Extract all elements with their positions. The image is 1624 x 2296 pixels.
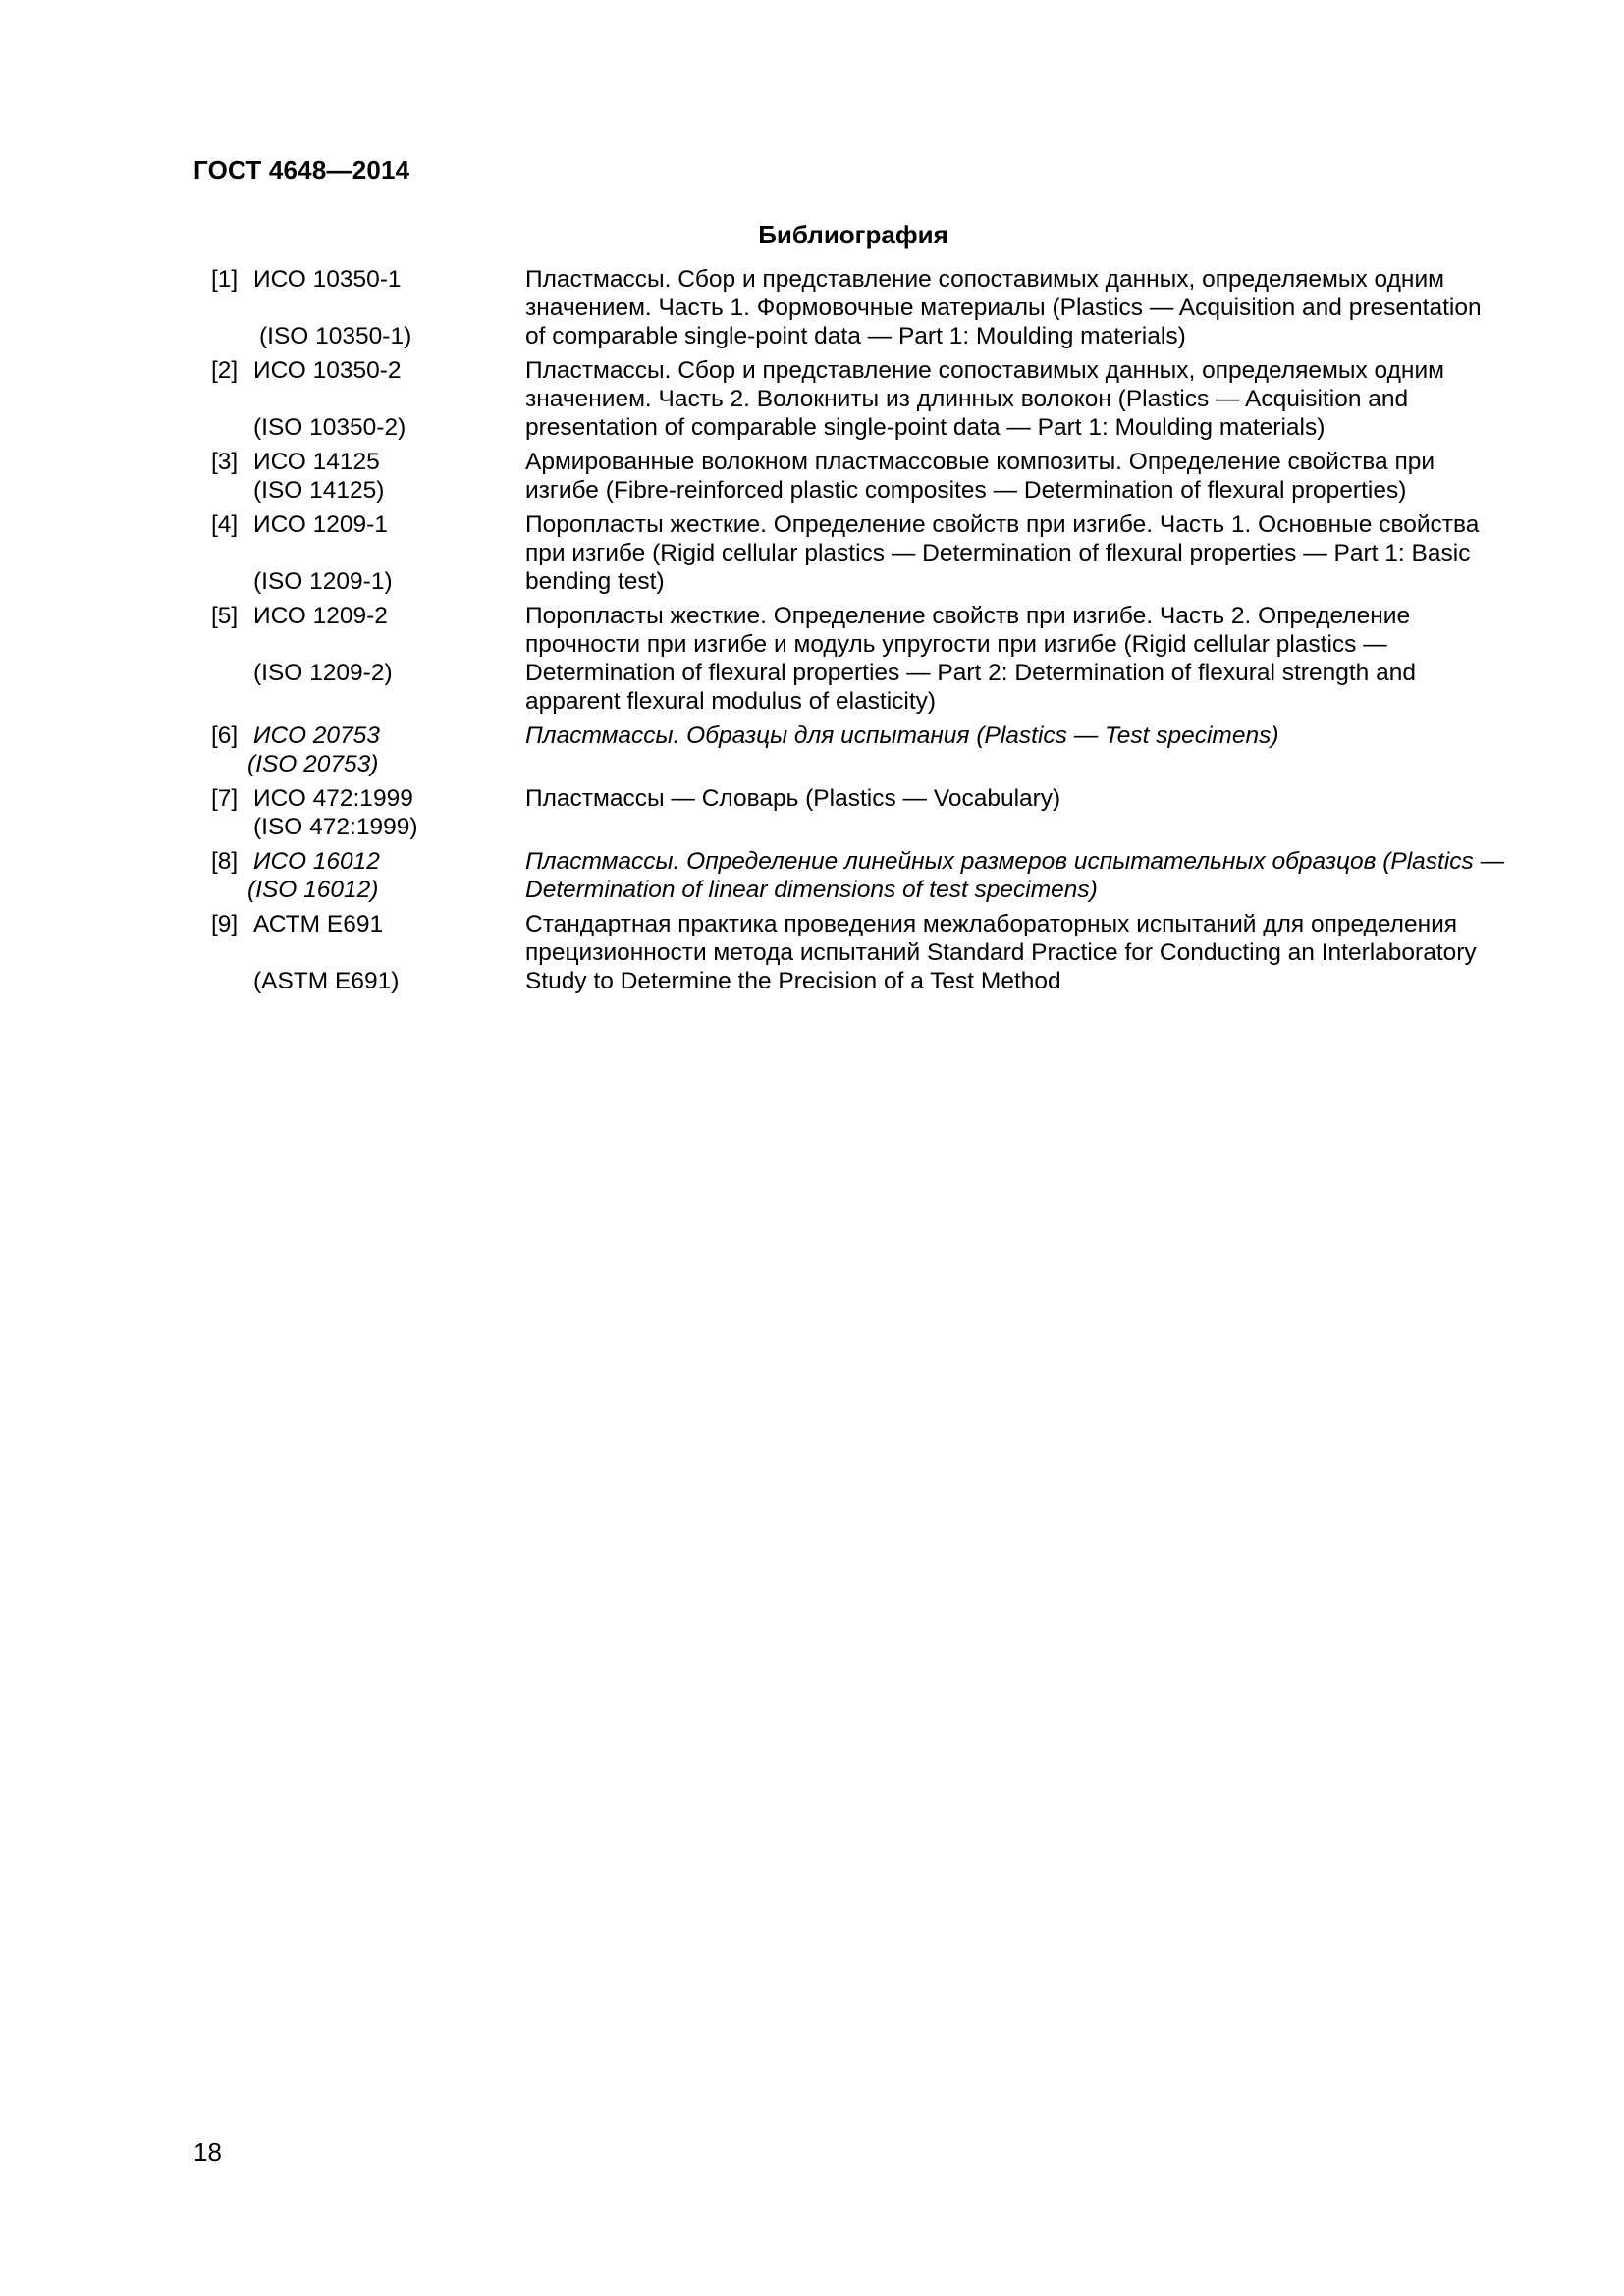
- entry-id-ru: ИСО 10350-1: [253, 266, 402, 293]
- entry-id-en: (ISO 10350-2): [253, 414, 406, 441]
- entry-id-en: (ISO 1209-1): [253, 568, 393, 595]
- bibliography-entry: [211, 784, 1507, 841]
- entry-number: [2]: [211, 357, 239, 384]
- bibliography-entry: [211, 721, 1507, 778]
- page-number: 18: [193, 2137, 222, 2166]
- entry-identifiers: [253, 265, 525, 350]
- entry-identifiers: [253, 510, 525, 596]
- entry-text: Пластмассы. Определение линейных размеров испытательных образцов (Plastics — Determination of linear dimensions of test specimens): [525, 848, 1505, 903]
- entry-id-ru: ИСО 16012: [253, 848, 380, 875]
- entry-number: [1]: [211, 266, 239, 293]
- entry-id-en: (ISO 472:1999): [253, 814, 418, 840]
- entry-text: Поропласты жесткие. Определение свойств при изгибе. Часть 2. Определение прочности при изгибе и модуль упругости при изгибе (Rigid cellular plastics — Determination of flexural properties — Part 2: Determination of flexural strength and apparent flexural modulus of elasticity): [525, 603, 1416, 715]
- entry-id-ru: АСТМ Е691: [253, 911, 384, 937]
- entry-text: Пластмассы. Сбор и представление сопоставимых данных, определяемых одним значением. Часть 2. Волокниты из длинных волокон (Plastics — Acquisition and presentation of comparable single-point data — Part 1: Moulding materials): [525, 357, 1444, 441]
- entry-number: [8]: [211, 848, 239, 875]
- entry-text: Пластмассы. Образцы для испытания (Plastics — Test specimens): [525, 722, 1279, 749]
- bibliography-entry: [211, 602, 1507, 716]
- entry-number: [6]: [211, 722, 239, 749]
- entry-text: Поропласты жесткие. Определение свойств при изгибе. Часть 1. Основные свойства при изгибе (Rigid cellular plastics — Determination of flexural properties — Part 1: Basic bending test): [525, 511, 1480, 595]
- entry-text: Армированные волокном пластмассовые композиты. Определение свойства при изгибе (Fibre-reinforced plastic composites — Determination of flexural properties): [525, 449, 1435, 504]
- entry-id-en: (ISO 10350-1): [259, 323, 412, 349]
- bibliography-entry: [211, 910, 1507, 995]
- entry-id-en: (ISO 14125): [253, 477, 385, 504]
- entry-number: [4]: [211, 511, 239, 538]
- bibliography-entry: [211, 847, 1507, 904]
- entry-identifiers: [253, 448, 525, 505]
- entry-number: [5]: [211, 603, 239, 629]
- entry-id-ru: ИСО 20753: [253, 722, 380, 749]
- entry-id-ru: ИСО 14125: [253, 449, 380, 475]
- entry-identifiers: [253, 356, 525, 442]
- entry-identifiers: [253, 784, 525, 841]
- entry-identifiers: [247, 721, 525, 778]
- bibliography-entry: [211, 510, 1507, 596]
- entry-number: [7]: [211, 785, 239, 812]
- bibliography-list: [211, 265, 1507, 1001]
- entry-number: [9]: [211, 911, 239, 937]
- document-code: ГОСТ 4648—2014: [193, 155, 410, 185]
- entry-id-en: (ASTM E691): [253, 968, 400, 994]
- entry-id-ru: ИСО 1209-2: [253, 603, 388, 629]
- entry-text: Пластмассы — Словарь (Plastics — Vocabulary): [525, 785, 1061, 812]
- entry-id-en: (ISO 16012): [247, 877, 379, 903]
- bibliography-entry: [211, 448, 1507, 505]
- entry-number: [3]: [211, 449, 239, 475]
- entry-id-ru: ИСО 10350-2: [253, 357, 402, 384]
- entry-text: Пластмассы. Сбор и представление сопоставимых данных, определяемых одним значением. Часть 1. Формовочные материалы (Plastics — Acquisition and presentation of comparable single-point data — Part 1: Moulding materials): [525, 266, 1482, 349]
- entry-id-en: (ISO 1209-2): [253, 660, 393, 686]
- entry-identifiers: [253, 910, 525, 995]
- entry-text: Стандартная практика проведения межлабораторных испытаний для определения прецизионности метода испытаний Standard Practice for Conducting an Interlaboratory Study to Determine the Precision of a Test Method: [525, 911, 1477, 994]
- bibliography-title: Библиография: [758, 220, 948, 249]
- bibliography-entry: [211, 265, 1507, 350]
- entry-id-en: (ISO 20753): [247, 751, 379, 777]
- entry-identifiers: [247, 847, 525, 904]
- entry-id-ru: ИСО 1209-1: [253, 511, 388, 538]
- entry-id-ru: ИСО 472:1999: [253, 785, 413, 812]
- entry-identifiers: [253, 602, 525, 716]
- bibliography-entry: [211, 356, 1507, 442]
